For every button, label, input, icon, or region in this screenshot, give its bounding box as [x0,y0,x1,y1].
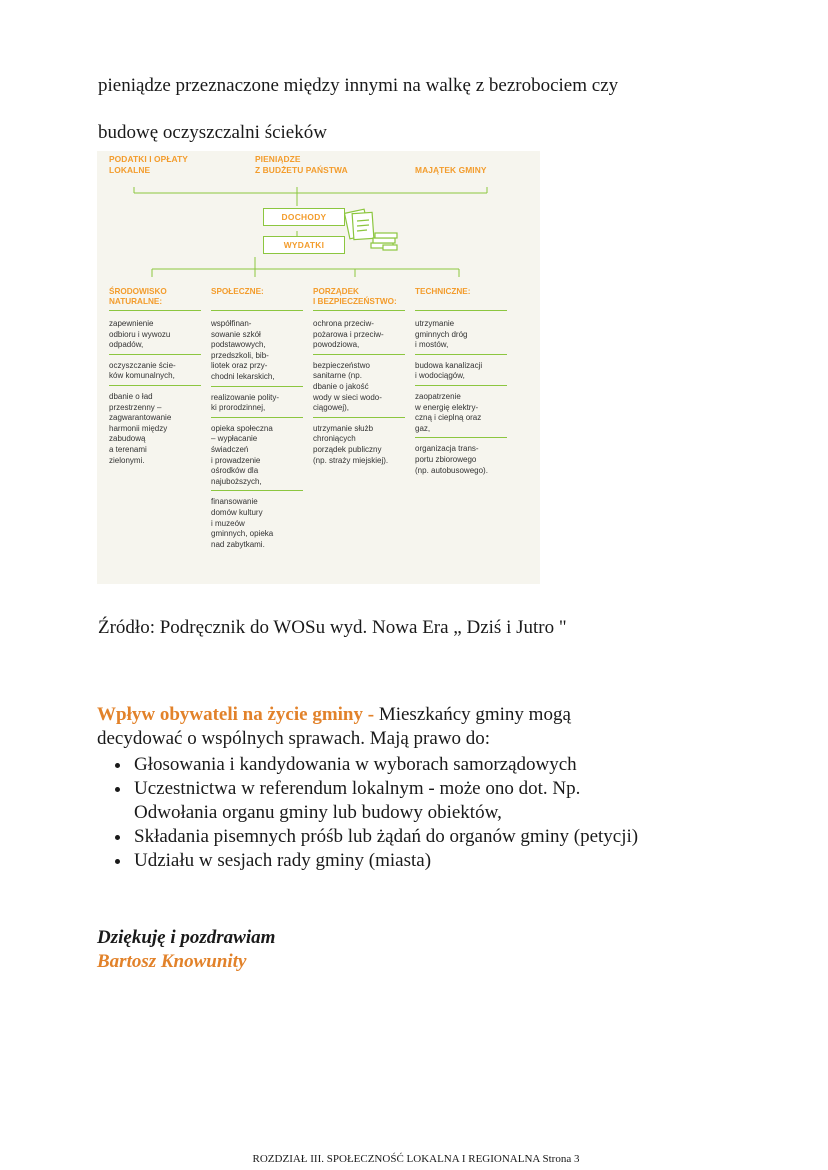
list-item: • Udziału w sesjach rady gminy (miasta) [132,849,657,873]
category-item: budowa kanalizacji i wodociągów, [415,355,507,386]
list-item: • Uczestnictwa w referendum lokalnym - może ono dot. Np. Odwołania organu gminy lub budowy obiektów, [132,777,657,825]
category-column-safety [313,287,405,469]
category-item: utrzymanie gminnych dróg i mostów, [415,313,507,355]
author-name: Bartosz Knowunity [97,951,247,972]
source-municipal-assets: MAJĄTEK GMINY [415,165,487,175]
category-item: zaopatrzenie w energię elektry- czną i cieplną oraz gaz, [415,386,507,438]
list-item: • Głosowania i kandydowania w wyborach samorządowych [132,753,657,777]
category-item: oczyszczanie ście- ków komunalnych, [109,355,201,386]
source-local-taxes: PODATKI I OPŁATY LOKALNE [109,154,188,175]
section-heading: Wpływ obywateli na życie gminy - [97,704,375,725]
category-item: bezpieczeństwo sanitarne (np. dbanie o jakość wody w sieci wodo- ciągowej), [313,355,405,418]
category-column-environment [109,287,201,469]
section-intro: Mieszkańcy gminy mogą decydować o wspólnych sprawach. Mają prawo do: [97,704,571,749]
documents-icon [345,209,374,239]
list-item: • Składania pisemnych próśb lub żądań do organów gminy (petycji) [132,825,657,849]
category-heading: TECHNICZNE: [415,287,507,311]
page-footer [0,1153,828,1165]
closing-thanks: Dziękuję i pozdrawiam [97,927,276,948]
banknotes-icon [371,233,397,250]
category-item: dbanie o ład przestrzenny – zagwarantowanie harmonii między zabudową a terenami zielonymi. [109,391,172,465]
category-item: utrzymanie służb chroniących porządek publiczny (np. straży miejskiej). [313,423,389,465]
category-item: zapewnienie odbioru i wywozu odpadów, [109,313,201,355]
body-text-line: pieniądze przeznaczone między innymi na walkę z bezrobociem czy [98,75,619,96]
source-state-budget: PIENIĄDZE Z BUDŻETU PAŃSTWA [255,154,348,175]
rights-list [97,753,657,873]
category-item: ochrona przeciw- pożarowa i przeciw- powodziowa, [313,313,405,355]
category-item: realizowanie polity- ki prorodzinnej, [211,387,303,418]
footer-text: ROZDZIAŁ III. SPOŁECZNOŚĆ LOKALNA I REGIONALNA Strona 3 [252,1153,580,1165]
budget-infographic [97,151,540,584]
category-item: organizacja trans- portu zbiorowego (np. autobusowego). [415,444,488,475]
income-box: DOCHODY [263,208,345,226]
category-heading: ŚRODOWISKO NATURALNE: [109,287,201,311]
category-heading: PORZĄDEK I BEZPIECZEŃSTWO: [313,287,405,311]
category-heading: SPOŁECZNE: [211,287,303,311]
category-item: finansowanie domów kultury i muzeów gminnych, opieka nad zabytkami. [211,497,274,549]
source-citation: Źródło: Podręcznik do WOSu wyd. Nowa Era „ Dziś i Jutro " [98,617,567,638]
category-item: współfinan- sowanie szkół podstawowych, przedszkoli, bib- liotek oraz przy- chodni lekarskich, [211,313,303,387]
category-column-technical [415,287,507,479]
category-item: opieka społeczna – wypłacanie świadczeń i prowadzenie ośrodków dla najuboższych, [211,418,303,492]
section-paragraph [97,703,657,751]
expenses-box: WYDATKI [263,236,345,254]
body-text-line: budowę oczyszczalni ścieków [98,122,327,143]
citizen-influence-section [97,703,657,873]
category-column-social [211,287,303,553]
